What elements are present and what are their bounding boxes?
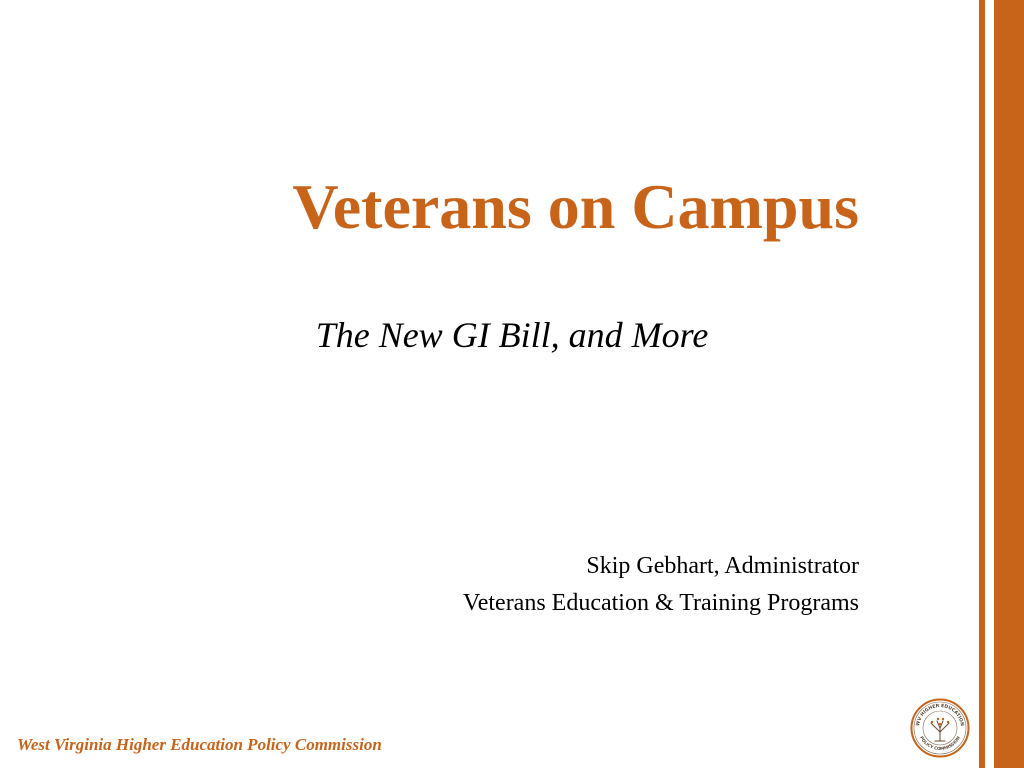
wv-hepc-seal-icon bbox=[910, 698, 970, 758]
seal-bottom-text: POLICY COMMISSION bbox=[919, 735, 961, 752]
presenter-name: Skip Gebhart, Administrator bbox=[586, 553, 859, 579]
presenter-block bbox=[463, 548, 859, 622]
slide-title: Veterans on Campus bbox=[292, 171, 859, 242]
seal-top-text: WV HIGHER EDUCATION bbox=[915, 703, 964, 727]
presenter-organization: Veterans Education & Training Programs bbox=[463, 590, 859, 616]
accent-bar-thin bbox=[979, 0, 985, 768]
accent-bar-thick bbox=[994, 0, 1024, 768]
slide-subtitle: The New GI Bill, and More bbox=[315, 315, 709, 355]
footer-organization: West Virginia Higher Education Policy Commission bbox=[17, 735, 382, 754]
